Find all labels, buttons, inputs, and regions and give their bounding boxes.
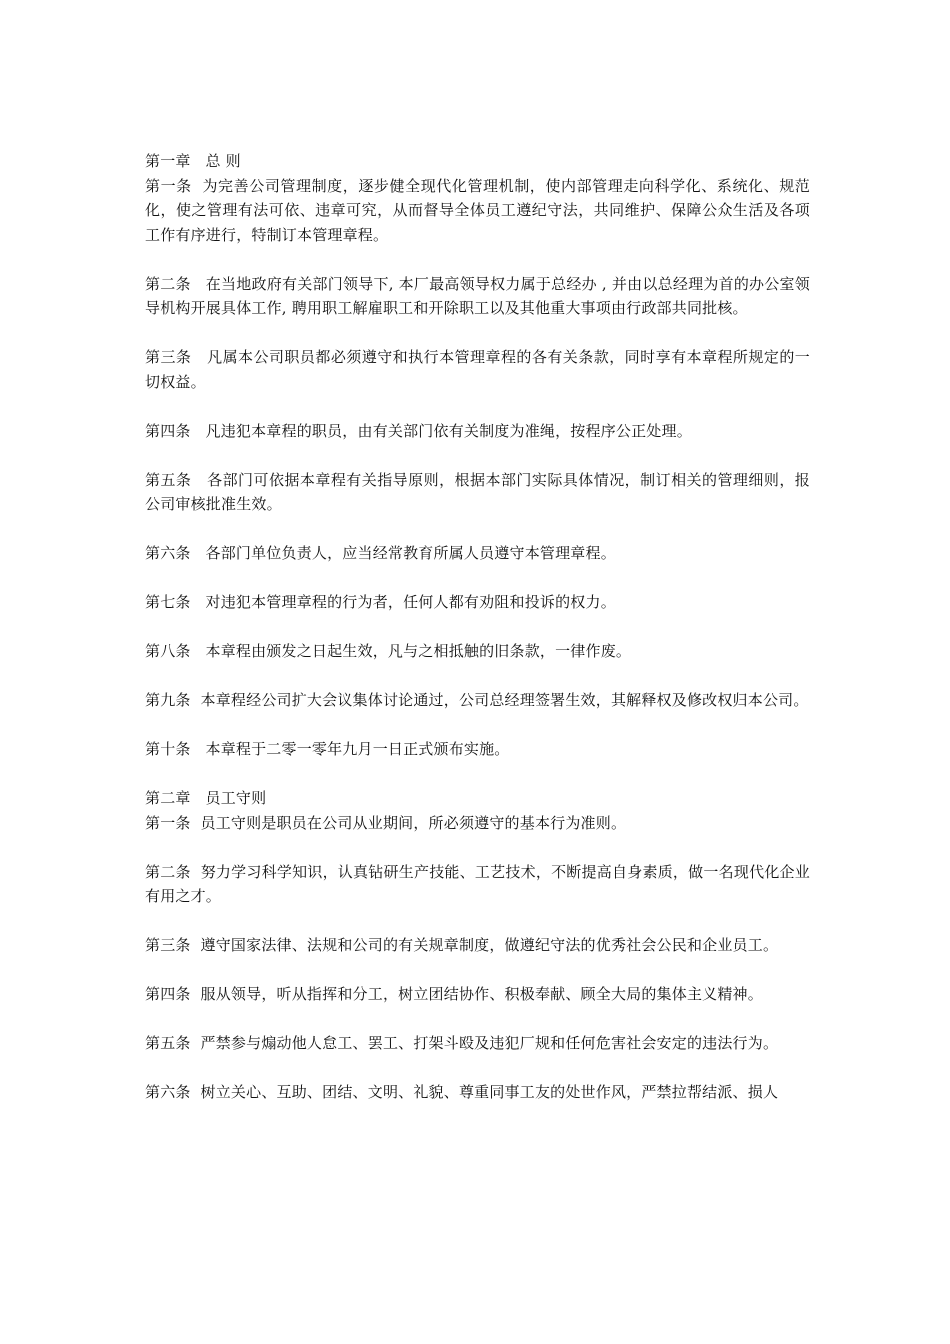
document-page — [145, 149, 810, 1105]
chapter-2-article-5: 第五条 严禁参与煽动他人怠工、罢工、打架斗殴及违犯厂规和任何危害社会安定的违法行为。 — [145, 1034, 779, 1052]
chapter-2-article-4: 第四条 服从领导，听从指挥和分工，树立团结协作、积极奉献、顾全大局的集体主义精神。 — [145, 985, 763, 1003]
chapter-1-article-10: 第十条 本章程于二零一零年九月一日正式颁布实施。 — [145, 740, 510, 758]
chapter-1-article-8: 第八条 本章程由颁发之日起生效，凡与之相抵触的旧条款，一律作废。 — [145, 642, 632, 660]
chapter-2-article-2: 第二条 努力学习科学知识，认真钻研生产技能、工艺技术，不断提高自身素质，做一名现代化企业有用之才。 — [145, 862, 810, 905]
chapter-1-article-1: 第一条 为完善公司管理制度，逐步健全现代化管理机制，使内部管理走向科学化、系统化、规范化，使之管理有法可依、违章可究，从而督导全体员工遵纪守法，共同维护、保障公众生活及各项工作有序进行，特制订本管理章程。 — [145, 176, 810, 244]
chapter-1-article-5: 第五条 各部门可依据本章程有关指导原则，根据本部门实际具体情况，制订相关的管理细则，报公司审核批准生效。 — [145, 470, 810, 513]
chapter-2-article-1: 第一条 员工守则是职员在公司从业期间，所必须遵守的基本行为准则。 — [145, 813, 627, 832]
chapter-1-article-3: 第三条 凡属本公司职员都必须遵守和执行本管理章程的各有关条款，同时享有本章程所规定的一切权益。 — [145, 348, 810, 391]
chapter-1-article-9: 第九条 本章程经公司扩大会议集体讨论通过，公司总经理签署生效，其解释权及修改权归本公司。 — [145, 691, 809, 709]
chapter-1-article-4: 第四条 凡违犯本章程的职员，由有关部门依有关制度为准绳，按程序公正处理。 — [145, 421, 692, 440]
chapter-1-article-6: 第六条 各部门单位负责人，应当经常教育所属人员遵守本管理章程。 — [145, 544, 616, 562]
chapter-2-article-3: 第三条 遵守国家法律、法规和公司的有关规章制度，做遵纪守法的优秀社会公民和企业员工。 — [145, 936, 779, 954]
chapter-2 — [145, 786, 810, 1105]
chapter-2-title: 第二章 员工守则 — [145, 789, 267, 807]
chapter-1-article-7: 第七条 对违犯本管理章程的行为者，任何人都有劝阻和投诉的权力。 — [145, 593, 616, 611]
chapter-1-title: 第一章 总 则 — [145, 152, 241, 170]
chapter-1-article-2: 第二条 在当地政府有关部门领导下, 本厂最高领导权力属于总经办 , 并由以总经理为首的办公室领导机构开展具体工作, 聘用职工解雇职工和开除职工以及其他重大事项由行政部共同批核。 — [145, 274, 810, 317]
chapter-1 — [145, 149, 810, 762]
chapter-2-article-6: 第六条 树立关心、互助、团结、文明、礼貌、尊重同事工友的处世作风，严禁拉帮结派、损人 — [145, 1083, 779, 1101]
